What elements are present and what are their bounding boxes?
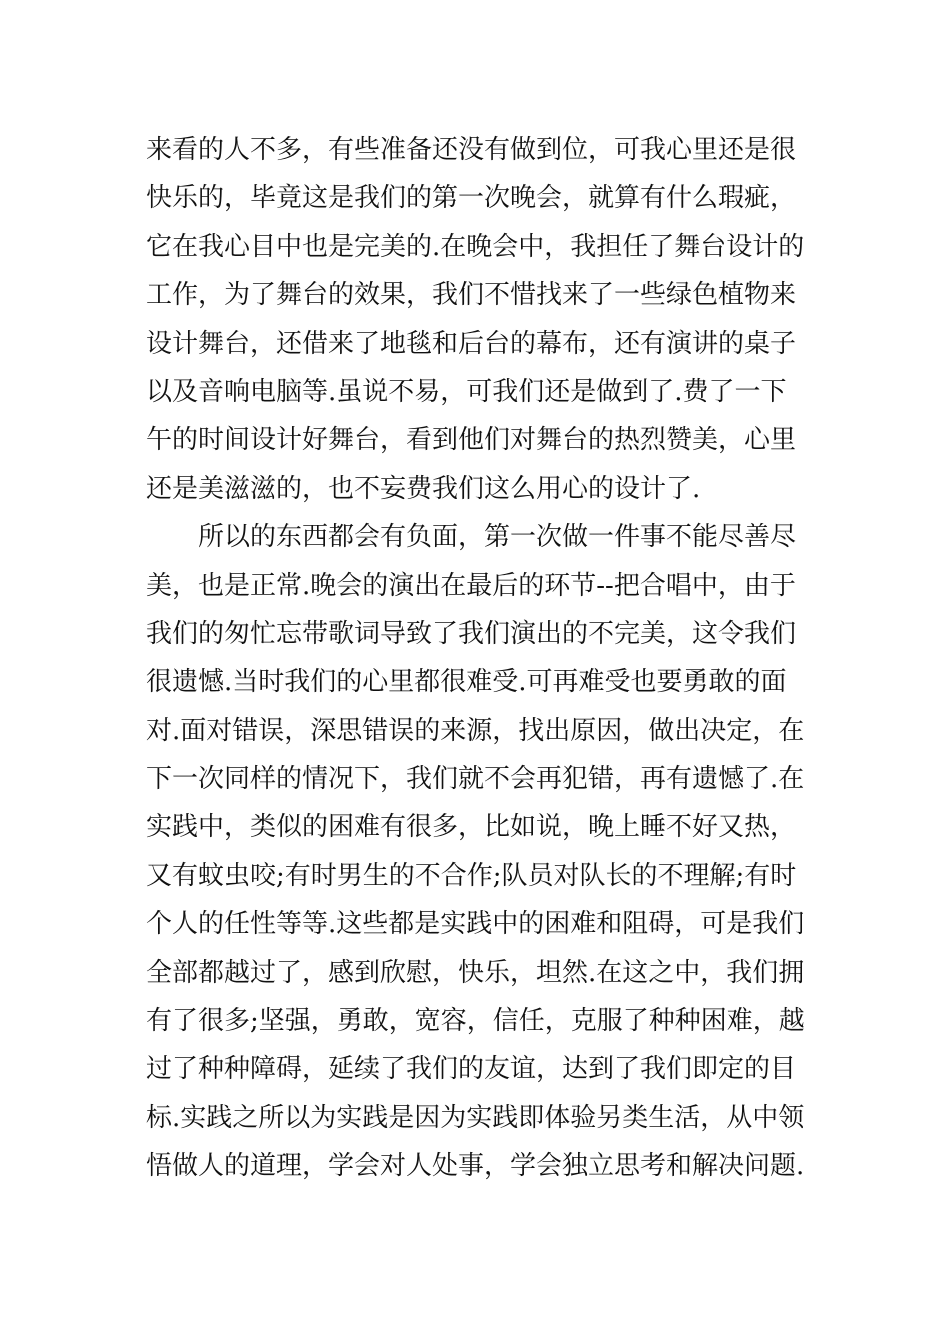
text-line: 快乐的，毕竟这是我们的第一次晚会，就算有什么瑕疵，	[146, 183, 797, 214]
text-line: 美，也是正常.晚会的演出在最后的环节--把合唱中，由于	[146, 570, 796, 601]
text-line: 工作，为了舞台的效果，我们不惜找来了一些绿色植物来	[146, 280, 797, 311]
text-line: 以及音响电脑等.虽说不易，可我们还是做到了.费了一下	[146, 376, 787, 407]
text-line: 个人的任性等等.这些都是实践中的困难和阻碍，可是我们	[146, 909, 805, 940]
text-line: 实践中，类似的困难有很多，比如说，晚上睡不好又热，	[146, 812, 797, 843]
text-line: 它在我心目中也是完美的.在晚会中，我担任了舞台设计的	[146, 231, 805, 262]
text-line: 还是美滋滋的，也不妄费我们这么用心的设计了.	[146, 473, 701, 504]
text-line: 悟做人的道理，学会对人处事，学会独立思考和解决问题.	[146, 1151, 805, 1182]
text-line: 我们的匆忙忘带歌词导致了我们演出的不完美，这令我们	[146, 618, 797, 649]
text-line: 来看的人不多，有些准备还没有做到位，可我心里还是很	[146, 135, 797, 165]
text-line: 全部都越过了，感到欣慰，快乐，坦然.在这之中，我们拥	[146, 957, 805, 988]
text-line: 过了种种障碍，延续了我们的友谊，达到了我们即定的目	[146, 1054, 797, 1085]
body-text	[146, 126, 816, 1191]
text-line: 午的时间设计好舞台，看到他们对舞台的热烈赞美，心里	[146, 425, 797, 456]
text-line: 标.实践之所以为实践是因为实践即体验另类生活，从中领	[146, 1102, 805, 1133]
text-line: 又有蚊虫咬;有时男生的不合作;队员对队长的不理解;有时	[146, 860, 797, 891]
text-line: 所以的东西都会有负面，第一次做一件事不能尽善尽	[146, 522, 797, 553]
text-line: 对.面对错误，深思错误的来源，找出原因，做出决定，在	[146, 715, 805, 746]
text-line: 下一次同样的情况下，我们就不会再犯错，再有遗憾了.在	[146, 764, 805, 795]
text-line: 很遗憾.当时我们的心里都很难受.可再难受也要勇敢的面	[146, 667, 787, 698]
text-line: 有了很多;坚强，勇敢，宽容，信任，克服了种种困难，越	[146, 1006, 805, 1037]
text-line: 设计舞台，还借来了地毯和后台的幕布，还有演讲的桌子	[146, 328, 797, 359]
